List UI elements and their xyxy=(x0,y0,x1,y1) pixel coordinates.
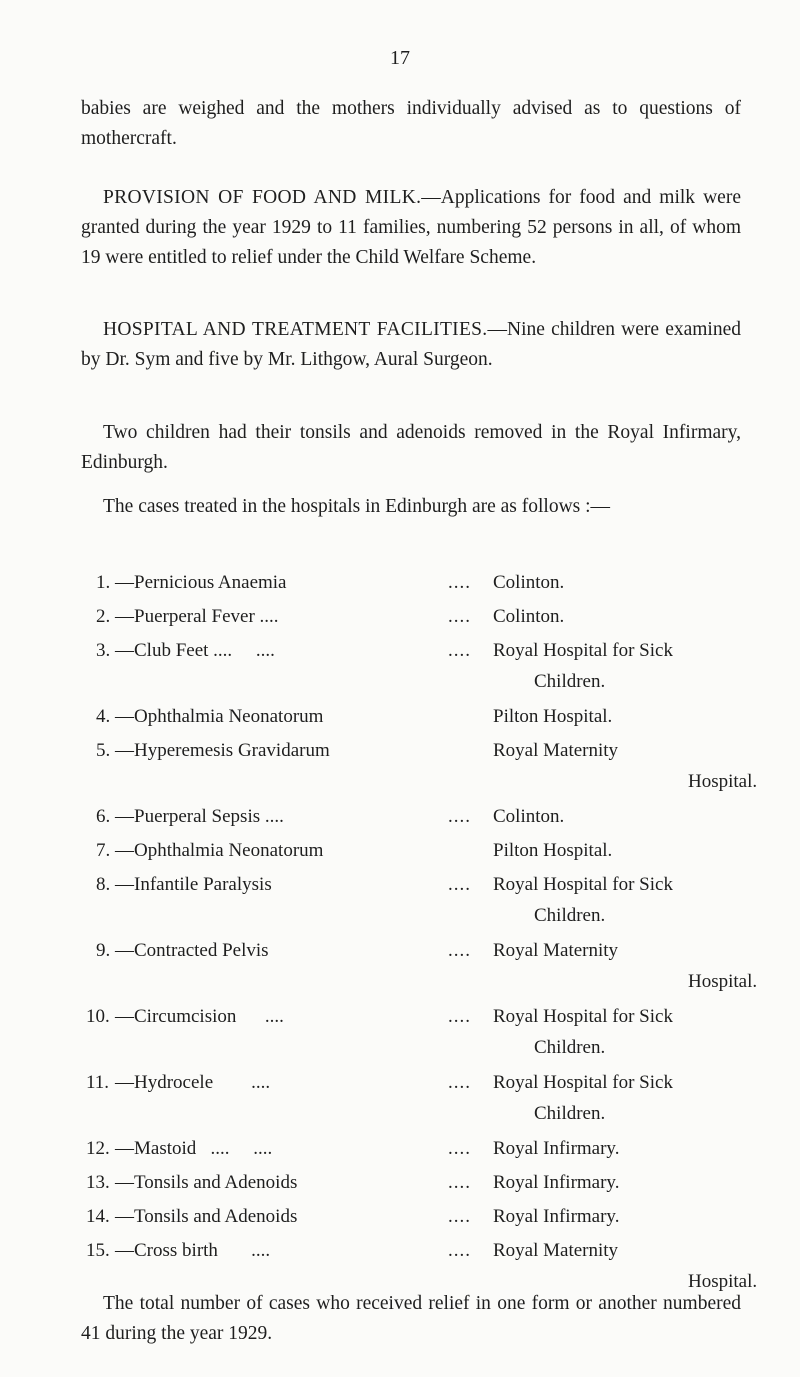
intro-paragraph: babies are weighed and the mothers individually advised as to questions of mothercraft. xyxy=(81,98,741,149)
case-row xyxy=(0,870,800,926)
cases-intro-paragraph: The cases treated in the hospitals in Edinburgh are as follows :— xyxy=(103,496,611,517)
case-condition: —Puerperal Fever .... xyxy=(115,606,279,627)
case-leader-dots: .... xyxy=(448,1006,471,1027)
case-hospital-continued: Children. xyxy=(534,905,606,926)
case-leader-dots: .... xyxy=(448,606,471,627)
case-hospital: Royal Infirmary. xyxy=(493,1206,620,1227)
case-row xyxy=(0,1168,800,1198)
case-hospital: Royal Maternity xyxy=(493,940,619,961)
case-condition: —Tonsils and Adenoids xyxy=(115,1172,298,1193)
case-row xyxy=(0,702,800,732)
case-hospital: Royal Hospital for Sick xyxy=(493,874,673,895)
case-hospital: Pilton Hospital. xyxy=(493,840,613,861)
case-leader-dots: .... xyxy=(448,940,471,961)
case-hospital-continued: Children. xyxy=(534,1037,606,1058)
case-condition: —Pernicious Anaemia xyxy=(115,572,287,593)
case-row xyxy=(0,1002,800,1058)
case-number: 3. xyxy=(96,640,111,661)
case-hospital: Colinton. xyxy=(493,806,565,827)
case-number: 11. xyxy=(86,1072,110,1093)
tonsils-paragraph: Two children had their tonsils and adenoids removed in the Royal Infirmary, Edinburgh. xyxy=(81,422,741,473)
case-hospital: Royal Hospital for Sick xyxy=(493,1072,673,1093)
case-row xyxy=(0,736,800,792)
case-condition: —Contracted Pelvis xyxy=(115,940,269,961)
case-hospital: Royal Maternity xyxy=(493,1240,619,1261)
case-hospital: Royal Infirmary. xyxy=(493,1172,620,1193)
case-hospital-continued: Hospital. xyxy=(688,771,758,792)
hospital-facilities-body: —Nine children were examined by Dr. Sym and five by Mr. Lithgow, Aural Surgeon. xyxy=(81,319,741,370)
case-hospital-continued: Children. xyxy=(534,671,606,692)
case-number: 6. xyxy=(96,806,111,827)
case-leader-dots: .... xyxy=(448,1240,471,1261)
case-number: 2. xyxy=(96,606,111,627)
case-number: 12. xyxy=(86,1138,110,1159)
case-condition: —Puerperal Sepsis .... xyxy=(115,806,284,827)
case-number: 15. xyxy=(86,1240,110,1261)
case-number: 7. xyxy=(96,840,111,861)
case-number: 5. xyxy=(96,740,111,761)
case-row xyxy=(0,1134,800,1164)
case-hospital-continued: Hospital. xyxy=(688,971,758,992)
case-condition: —Cross birth .... xyxy=(115,1240,271,1261)
case-hospital: Royal Maternity xyxy=(493,740,619,761)
case-leader-dots: .... xyxy=(448,806,471,827)
case-condition: —Tonsils and Adenoids xyxy=(115,1206,298,1227)
case-leader-dots: .... xyxy=(448,1172,471,1193)
case-condition: —Ophthalmia Neonatorum xyxy=(115,840,324,861)
case-row xyxy=(0,602,800,632)
case-leader-dots: .... xyxy=(448,874,471,895)
case-hospital: Royal Hospital for Sick xyxy=(493,640,673,661)
case-condition: —Hyperemesis Gravidarum xyxy=(115,740,330,761)
case-number: 9. xyxy=(96,940,111,961)
page-number: 17 xyxy=(390,47,410,69)
case-leader-dots: .... xyxy=(448,572,471,593)
case-row xyxy=(0,802,800,832)
case-row xyxy=(0,568,800,598)
case-condition: —Hydrocele .... xyxy=(115,1072,271,1093)
case-leader-dots: .... xyxy=(448,1138,471,1159)
case-row xyxy=(0,836,800,866)
case-hospital: Colinton. xyxy=(493,572,565,593)
case-row xyxy=(0,1202,800,1232)
total-cases-paragraph: The total number of cases who received relief in one form or another numbered 41 during the year 1929. xyxy=(81,1293,741,1344)
case-row xyxy=(0,936,800,992)
food-milk-body: —Applications for food and milk were granted during the year 1929 to 11 families, numbering 52 persons in all, of whom 19 were entitled to relief under the Child Welfare Scheme. xyxy=(81,187,741,268)
case-hospital-continued: Hospital. xyxy=(688,1271,758,1292)
hospital-facilities-heading: HOSPITAL AND TREATMENT FACILITIES. xyxy=(103,319,488,340)
case-row xyxy=(0,1236,800,1292)
case-row xyxy=(0,636,800,692)
case-condition: —Ophthalmia Neonatorum xyxy=(115,706,324,727)
case-number: 10. xyxy=(86,1006,110,1027)
case-condition: —Infantile Paralysis xyxy=(115,874,272,895)
food-milk-heading: PROVISION OF FOOD AND MILK. xyxy=(103,187,422,208)
case-number: 8. xyxy=(96,874,111,895)
case-leader-dots: .... xyxy=(448,1072,471,1093)
case-hospital-continued: Children. xyxy=(534,1103,606,1124)
case-hospital: Pilton Hospital. xyxy=(493,706,613,727)
case-condition: —Mastoid .... .... xyxy=(115,1138,273,1159)
case-condition: —Circumcision .... xyxy=(115,1006,284,1027)
case-number: 13. xyxy=(86,1172,110,1193)
case-hospital: Royal Infirmary. xyxy=(493,1138,620,1159)
case-row xyxy=(0,1068,800,1124)
case-hospital: Royal Hospital for Sick xyxy=(493,1006,673,1027)
case-leader-dots: .... xyxy=(448,640,471,661)
hospital-facilities-paragraph xyxy=(81,315,741,375)
case-number: 14. xyxy=(86,1206,110,1227)
case-hospital: Colinton. xyxy=(493,606,565,627)
case-leader-dots: .... xyxy=(448,1206,471,1227)
case-number: 4. xyxy=(96,706,111,727)
case-number: 1. xyxy=(96,572,111,593)
case-condition: —Club Feet .... .... xyxy=(115,640,275,661)
food-milk-paragraph xyxy=(81,183,741,273)
